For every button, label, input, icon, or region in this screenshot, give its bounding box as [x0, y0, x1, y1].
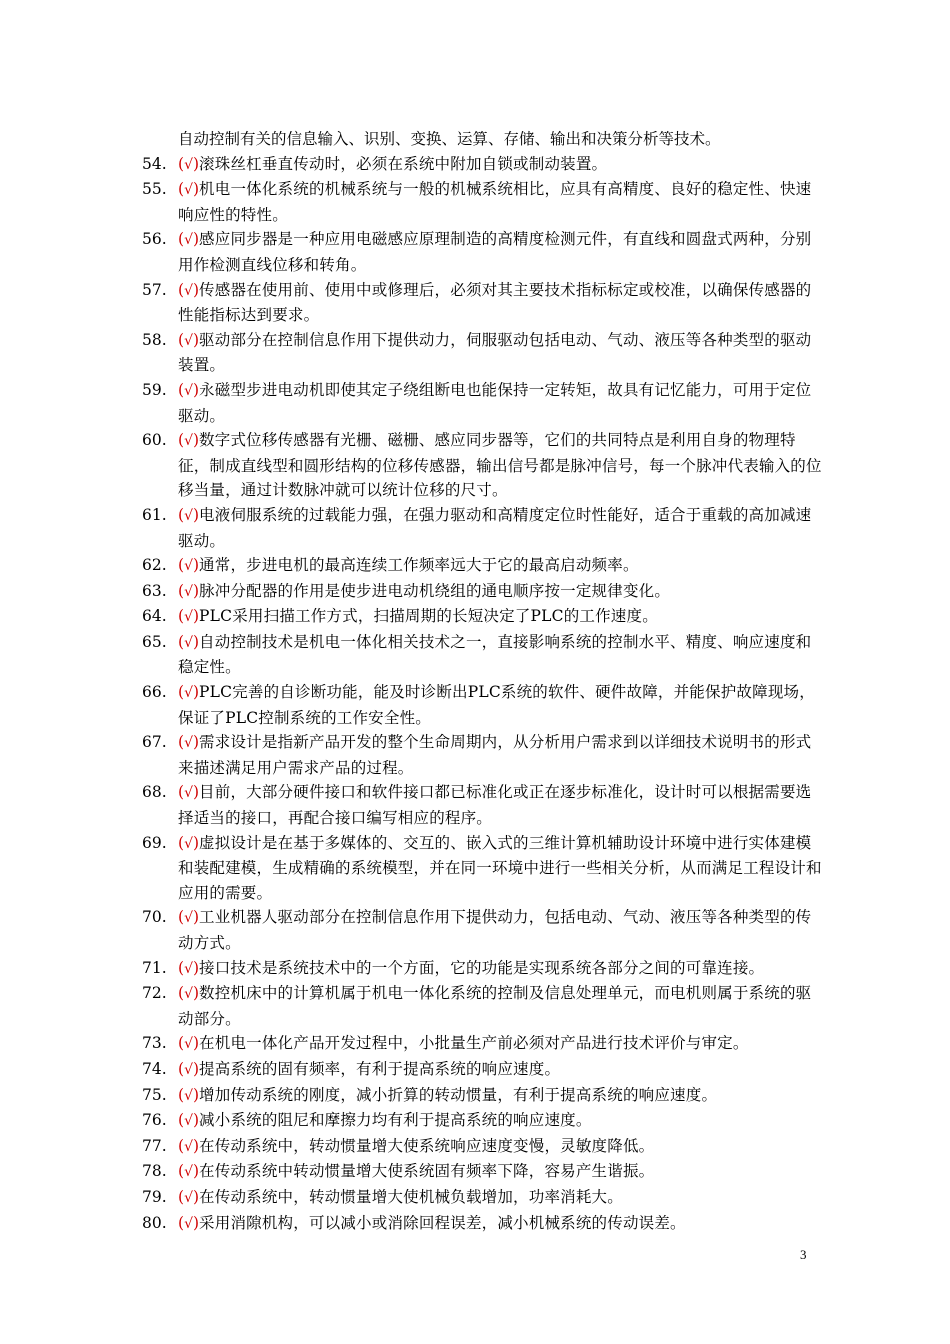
answer-close-paren: ): [192, 632, 200, 651]
list-item: [142, 1185, 822, 1211]
answer-open-paren: (: [178, 908, 185, 927]
answer-open-paren: (: [178, 1136, 185, 1155]
list-item: [142, 780, 822, 830]
check-mark-icon: √: [184, 382, 193, 399]
item-text: 传感器在使用前、使用中或修理后，必须对其主要技术指标标定或校准，以确保传感器的性能指标达到要求。: [178, 280, 812, 325]
item-text: 数字式位移传感器有光栅、磁栅、感应同步器等，它们的共同特点是利用自身的物理特征，制成直线型和圆形结构的位移传感器，输出信号都是脉冲信号，每一个脉冲代表输入的位移当量，通过计数脉冲就可以统计位移的尺寸。: [178, 431, 822, 500]
item-text: 滚珠丝杠垂直传动时，必须在系统中附加自锁或制动装置。: [199, 154, 608, 173]
item-text: PLC完善的自诊断功能，能及时诊断出PLC系统的软件、硬件故障，并能保护故障现场，保证了PLC控制系统的工作安全性。: [178, 683, 815, 727]
question-list: [142, 152, 822, 1237]
item-number: 62.: [142, 556, 167, 575]
list-item: [142, 956, 822, 982]
answer-open-paren: (: [178, 1213, 185, 1232]
item-text: 需求设计是指新产品开发的整个生命周期内，从分析用户需求到以详细技术说明书的形式来描述满足用户需求产品的过程。: [178, 733, 812, 777]
answer-open-paren: (: [178, 984, 185, 1003]
item-number: 78.: [142, 1162, 167, 1181]
list-item: [142, 378, 822, 428]
answer-close-paren: ): [192, 1111, 200, 1130]
list-item: [142, 1134, 822, 1160]
check-mark-icon: √: [184, 910, 193, 927]
check-mark-icon: √: [184, 960, 193, 977]
check-mark-icon: √: [184, 735, 193, 752]
item-text: 数控机床中的计算机属于机电一体化系统的控制及信息处理单元，而电机则属于系统的驱动部分。: [178, 984, 812, 1028]
check-mark-icon: √: [184, 1087, 193, 1104]
answer-open-paren: (: [178, 380, 185, 399]
answer-close-paren: ): [192, 154, 200, 173]
item-number: 69.: [142, 833, 167, 852]
list-item: [142, 1108, 822, 1134]
item-number: 76.: [142, 1111, 167, 1130]
item-number: 65.: [142, 632, 167, 651]
item-number: 80.: [142, 1213, 167, 1232]
list-item: [142, 503, 822, 553]
answer-close-paren: ): [192, 280, 200, 299]
answer-open-paren: (: [178, 1187, 185, 1206]
item-number: 63.: [142, 581, 167, 600]
answer-open-paren: (: [178, 1162, 185, 1181]
item-number: 66.: [142, 683, 167, 702]
item-number: 70.: [142, 908, 167, 927]
answer-open-paren: (: [178, 833, 185, 852]
item-text: 通常，步进电机的最高连续工作频率远大于它的最高启动频率。: [199, 556, 639, 575]
list-item: [142, 630, 822, 680]
answer-close-paren: ): [192, 1059, 200, 1078]
answer-close-paren: ): [192, 984, 200, 1003]
list-item: [142, 1083, 822, 1109]
item-text: 提高系统的固有频率，有利于提高系统的响应速度。: [199, 1059, 561, 1078]
answer-close-paren: ): [192, 1162, 200, 1181]
answer-open-paren: (: [178, 632, 185, 651]
answer-open-paren: (: [178, 1059, 185, 1078]
list-item: [142, 831, 822, 906]
answer-close-paren: ): [192, 733, 200, 752]
answer-close-paren: ): [192, 908, 200, 927]
item-number: 57.: [142, 280, 167, 299]
answer-close-paren: ): [192, 380, 200, 399]
list-item: [142, 1031, 822, 1057]
answer-open-paren: (: [178, 180, 185, 199]
item-number: 56.: [142, 230, 167, 249]
item-text: 目前，大部分硬件接口和软件接口都已标准化或正在逐步标准化，设计时可以根据需要选择适当的接口，再配合接口编写相应的程序。: [178, 783, 812, 828]
check-mark-icon: √: [184, 1215, 193, 1232]
answer-open-paren: (: [178, 1034, 185, 1053]
check-mark-icon: √: [184, 156, 193, 173]
answer-open-paren: (: [178, 431, 185, 450]
item-number: 59.: [142, 380, 167, 399]
item-number: 72.: [142, 984, 167, 1003]
list-item: [142, 152, 822, 178]
item-text: 永磁型步进电动机即使其定子绕组断电也能保持一定转矩，故具有记忆能力，可用于定位驱动。: [178, 380, 812, 425]
list-item: [142, 328, 822, 378]
answer-close-paren: ): [192, 556, 200, 575]
check-mark-icon: √: [184, 1138, 193, 1155]
check-mark-icon: √: [184, 835, 193, 852]
answer-close-paren: ): [192, 1034, 200, 1053]
check-mark-icon: √: [184, 507, 193, 524]
item-number: 54.: [142, 154, 167, 173]
check-mark-icon: √: [184, 282, 193, 299]
answer-close-paren: ): [192, 958, 200, 977]
item-number: 60.: [142, 431, 167, 450]
answer-open-paren: (: [178, 505, 185, 524]
item-text: 脉冲分配器的作用是使步进电动机绕组的通电顺序按一定规律变化。: [199, 581, 671, 600]
page-number: 3: [800, 1247, 807, 1262]
answer-close-paren: ): [192, 1085, 200, 1104]
item-number: 79.: [142, 1187, 167, 1206]
check-mark-icon: √: [184, 986, 193, 1003]
answer-close-paren: ): [192, 1136, 200, 1155]
check-mark-icon: √: [184, 583, 193, 600]
item-number: 74.: [142, 1059, 167, 1078]
item-text: 采用消隙机构，可以减小或消除回程误差，减小机械系统的传动误差。: [199, 1213, 686, 1232]
item-text: 自动控制技术是机电一体化相关技术之一，直接影响系统的控制水平、精度、响应速度和稳定性。: [178, 632, 812, 677]
check-mark-icon: √: [184, 685, 193, 702]
list-item: [142, 905, 822, 955]
answer-open-paren: (: [178, 280, 185, 299]
check-mark-icon: √: [184, 1164, 193, 1181]
list-item: [142, 1211, 822, 1237]
item-number: 71.: [142, 958, 167, 977]
list-item: [142, 730, 822, 780]
item-text: 工业机器人驱动部分在控制信息作用下提供动力，包括电动、气动、液压等各种类型的传动方式。: [178, 908, 812, 952]
answer-close-paren: ): [192, 230, 200, 249]
answer-close-paren: ): [192, 1187, 200, 1206]
list-item: [142, 278, 822, 328]
item-text: 在传动系统中，转动惯量增大使系统响应速度变慢，灵敏度降低。: [199, 1136, 655, 1155]
continuation-text: 自动控制有关的信息输入、识别、变换、运算、存储、输出和决策分析等技术。: [178, 130, 721, 148]
item-text: 在机电一体化产品开发过程中，小批量生产前必须对产品进行技术评价与审定。: [199, 1034, 749, 1053]
check-mark-icon: √: [184, 634, 193, 651]
answer-open-paren: (: [178, 607, 185, 626]
answer-open-paren: (: [178, 958, 185, 977]
answer-open-paren: (: [178, 783, 185, 802]
answer-close-paren: ): [192, 833, 200, 852]
list-item: [142, 177, 822, 227]
answer-close-paren: ): [192, 330, 200, 349]
item-number: 64.: [142, 607, 167, 626]
item-number: 55.: [142, 180, 167, 199]
answer-close-paren: ): [192, 1213, 200, 1232]
list-item: [142, 604, 822, 630]
check-mark-icon: √: [184, 785, 193, 802]
item-text: 在传动系统中转动惯量增大使系统固有频率下降，容易产生谐振。: [199, 1162, 655, 1181]
list-item: [142, 981, 822, 1031]
answer-close-paren: ): [192, 505, 200, 524]
answer-open-paren: (: [178, 683, 185, 702]
item-number: 75.: [142, 1085, 167, 1104]
item-text: 增加传动系统的刚度，减小折算的转动惯量，有利于提高系统的响应速度。: [199, 1085, 718, 1104]
answer-open-paren: (: [178, 1111, 185, 1130]
answer-close-paren: ): [192, 783, 200, 802]
check-mark-icon: √: [184, 1113, 193, 1130]
answer-close-paren: ): [192, 431, 200, 450]
list-item: [142, 428, 822, 503]
answer-open-paren: (: [178, 330, 185, 349]
item-text: 电液伺服系统的过载能力强，在强力驱动和高精度定位时性能好，适合于重载的高加减速驱动。: [178, 505, 812, 550]
answer-close-paren: ): [192, 180, 200, 199]
answer-open-paren: (: [178, 1085, 185, 1104]
check-mark-icon: √: [184, 1036, 193, 1053]
item-text: 机电一体化系统的机械系统与一般的机械系统相比，应具有高精度、良好的稳定性、快速响应性的特性。: [178, 180, 812, 224]
answer-close-paren: ): [192, 683, 200, 702]
list-item: [142, 553, 822, 579]
item-text: 在传动系统中，转动惯量增大使机械负载增加，功率消耗大。: [199, 1187, 623, 1206]
item-number: 67.: [142, 733, 167, 752]
check-mark-icon: √: [184, 609, 193, 626]
item-text: 虚拟设计是在基于多媒体的、交互的、嵌入式的三维计算机辅助设计环境中进行实体建模和装配建模，生成精确的系统模型，并在同一环境中进行一些相关分析，从而满足工程设计和应用的需要。: [178, 833, 822, 902]
check-mark-icon: √: [184, 182, 193, 199]
answer-open-paren: (: [178, 581, 185, 600]
check-mark-icon: √: [184, 1061, 193, 1078]
answer-close-paren: ): [192, 581, 200, 600]
item-text: PLC采用扫描工作方式，扫描周期的长短决定了PLC的工作速度。: [199, 607, 658, 626]
answer-open-paren: (: [178, 733, 185, 752]
check-mark-icon: √: [184, 232, 193, 249]
list-item: [142, 1057, 822, 1083]
check-mark-icon: √: [184, 1189, 193, 1206]
list-item: [142, 227, 822, 277]
list-item: [142, 680, 822, 730]
item-text: 接口技术是系统技术中的一个方面，它的功能是实现系统各部分之间的可靠连接。: [199, 958, 765, 977]
item-text: 感应同步器是一种应用电磁感应原理制造的高精度检测元件，有直线和圆盘式两种，分别用作检测直线位移和转角。: [178, 230, 812, 274]
check-mark-icon: √: [184, 433, 193, 450]
list-item: [142, 579, 822, 605]
check-mark-icon: √: [184, 558, 193, 575]
answer-close-paren: ): [192, 607, 200, 626]
item-number: 77.: [142, 1136, 167, 1155]
item-number: 68.: [142, 783, 167, 802]
item-number: 58.: [142, 330, 167, 349]
item-number: 61.: [142, 505, 167, 524]
answer-open-paren: (: [178, 556, 185, 575]
item-text: 驱动部分在控制信息作用下提供动力，伺服驱动包括电动、气动、液压等各种类型的驱动装置。: [178, 330, 812, 375]
check-mark-icon: √: [184, 332, 193, 349]
answer-open-paren: (: [178, 154, 185, 173]
item-number: 73.: [142, 1034, 167, 1053]
answer-open-paren: (: [178, 230, 185, 249]
item-text: 减小系统的阻尼和摩擦力均有利于提高系统的响应速度。: [199, 1111, 592, 1130]
list-item: [142, 1159, 822, 1185]
